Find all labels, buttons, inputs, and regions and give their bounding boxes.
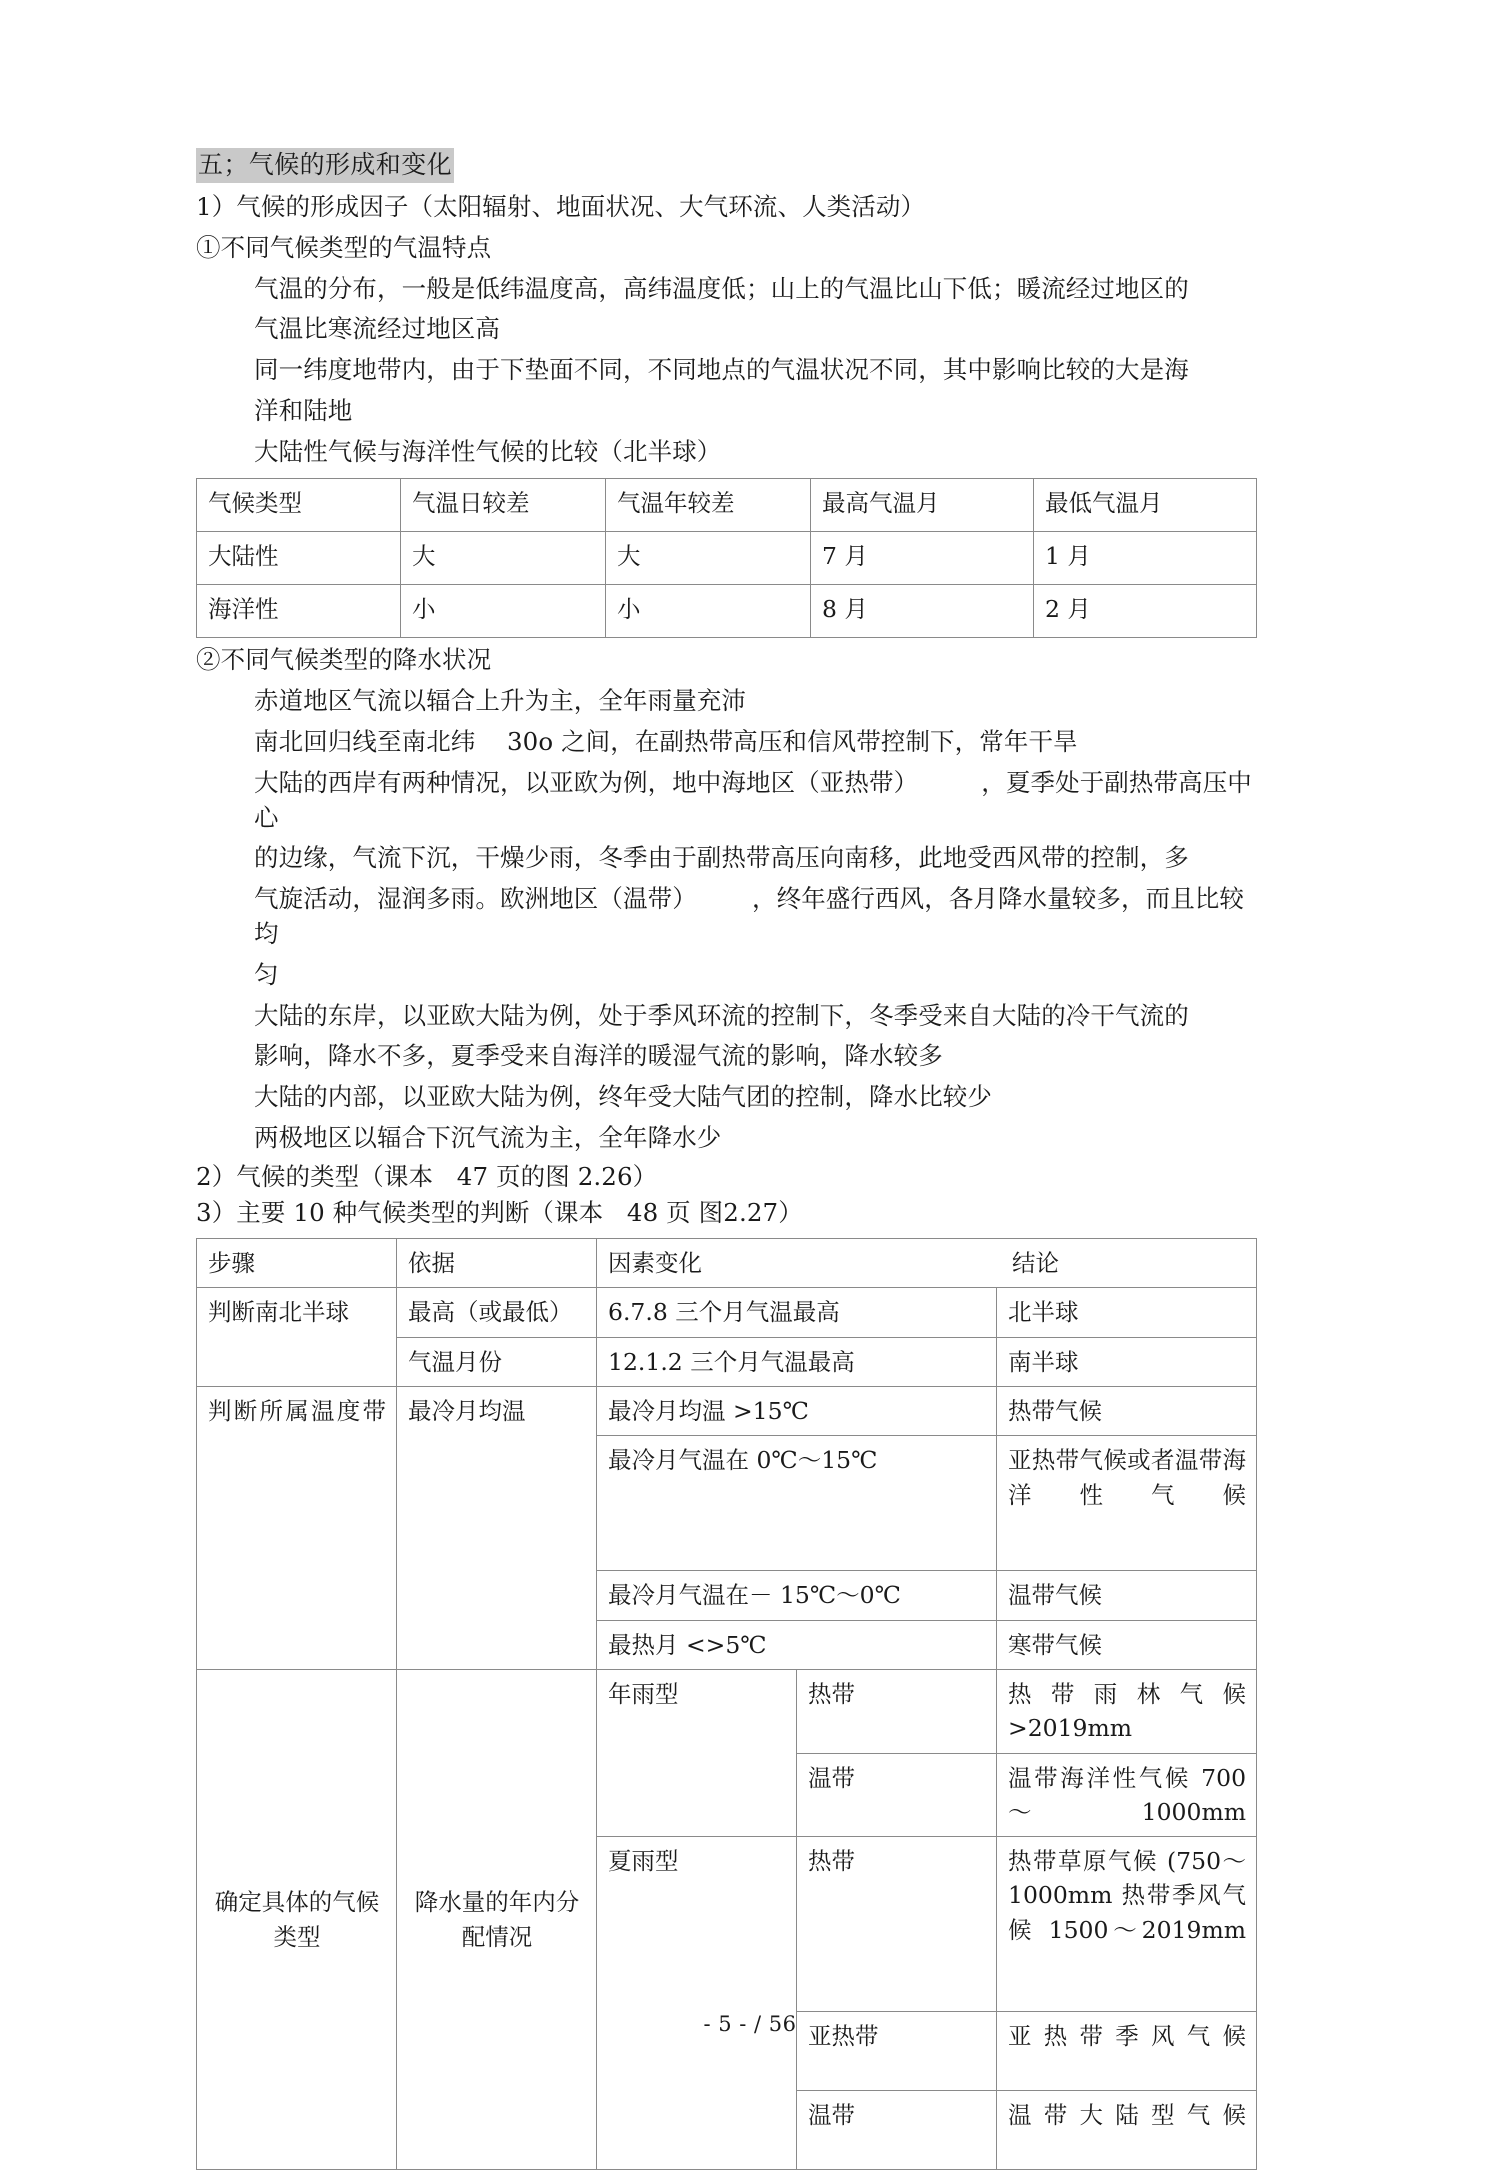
paragraph-line: 洋和陆地 xyxy=(254,395,353,425)
table-cell: 2 月 xyxy=(1034,585,1257,638)
climate-name: 温带海洋性气候 700～1000mm xyxy=(997,1753,1257,1837)
document-content xyxy=(196,148,1256,2172)
climate-zone: 温带 xyxy=(797,2091,997,2170)
judge-basis-zone: 最冷月均温 xyxy=(397,1387,597,1670)
judge-step-zone: 判断所属温度带 xyxy=(197,1387,397,1670)
judge-basis-a: 最高（或最低） xyxy=(397,1288,597,1337)
paragraph-line: 大陆的内部，以亚欧大陆为例，终年受大陆气团的控制，降水比较少 xyxy=(254,1082,992,1112)
paragraph-line: 赤道地区气流以辐合上升为主，全年雨量充沛 xyxy=(254,686,746,716)
judge-conclusion-b: 南半球 xyxy=(997,1337,1257,1386)
table-cell: 小 xyxy=(606,585,811,638)
table-header-cell: 气候类型 xyxy=(197,479,401,532)
section-heading-wrapper xyxy=(196,148,1256,187)
judge-step-specific: 确定具体的气候类型 xyxy=(197,1669,397,2169)
table-cell: 大陆性 xyxy=(197,532,401,585)
climate-name: 亚热带季风气候 xyxy=(997,2012,1257,2091)
table-row xyxy=(197,479,1257,532)
climate-zone: 温带 xyxy=(797,1753,997,1837)
table-header-cell: 依据 xyxy=(397,1239,597,1288)
rain-type: 夏雨型 xyxy=(597,1837,797,2170)
section-1-label: 1）气候的形成因子（太阳辐射、地面状况、大气环流、人类活动） xyxy=(196,192,926,221)
judge-factor: 最热月 <>5℃ xyxy=(597,1620,997,1669)
table-header-cell: 气温年较差 xyxy=(606,479,811,532)
judge-conclusion-a: 北半球 xyxy=(997,1288,1257,1337)
table-header-cell-group xyxy=(597,1239,1257,1288)
table-header-cell: 气温日较差 xyxy=(401,479,606,532)
table-row xyxy=(197,585,1257,638)
climate-zone: 热带 xyxy=(797,1669,997,1753)
judge-factor: 最冷月均温 >15℃ xyxy=(597,1387,997,1436)
judge-conclusion: 寒带气候 xyxy=(997,1620,1257,1669)
judge-factor-b: 12.1.2 三个月气温最高 xyxy=(597,1337,997,1386)
climate-zone: 热带 xyxy=(797,1837,997,2012)
table-cell: 海洋性 xyxy=(197,585,401,638)
table-row xyxy=(197,1669,1257,1753)
judge-conclusion: 温带气候 xyxy=(997,1571,1257,1620)
paragraph-line: 气温比寒流经过地区高 xyxy=(254,314,500,344)
climate-name: 热带雨林气候 >2019mm xyxy=(997,1669,1257,1753)
paragraph-line: 南北回归线至南北纬 30o 之间，在副热带高压和信风带控制下，常年干旱 xyxy=(254,727,1078,757)
paragraph-line: 两极地区以辐合下沉气流为主，全年降水少 xyxy=(254,1122,722,1152)
paragraph-line: 影响，降水不多，夏季受来自海洋的暖湿气流的影响，降水较多 xyxy=(254,1041,943,1071)
paragraph-line: 大陆的西岸有两种情况，以亚欧为例，地中海地区（亚热带） ，夏季处于副热带高压中心 xyxy=(254,767,1252,832)
climate-name: 温带大陆型气候 xyxy=(997,2091,1257,2170)
table-climate-compare xyxy=(196,478,1257,638)
judge-factor: 最冷月气温在－ 15℃～0℃ xyxy=(597,1571,997,1620)
judge-factor-a: 6.7.8 三个月气温最高 xyxy=(597,1288,997,1337)
table-row xyxy=(197,1288,1257,1337)
page-footer: - 5 - / 56 xyxy=(703,2012,797,2036)
table-cell: 7 月 xyxy=(811,532,1034,585)
paragraph-line: 大陆的东岸，以亚欧大陆为例，处于季风环流的控制下，冬季受来自大陆的冷干气流的 xyxy=(254,1000,1189,1030)
climate-name: 热带草原气候 (750～1000mm 热带季风气候 1500～2019mm xyxy=(997,1837,1257,2012)
table-header-cell: 最高气温月 xyxy=(811,479,1034,532)
table-cell: 1 月 xyxy=(1034,532,1257,585)
table-header-cell: 步骤 xyxy=(197,1239,397,1288)
table-cell: 小 xyxy=(401,585,606,638)
section-1a-label: ①不同气候类型的气温特点 xyxy=(196,232,492,262)
paragraph-line: 大陆性气候与海洋性气候的比较（北半球） xyxy=(254,436,722,466)
judge-conclusion: 亚热带气候或者温带海洋性气候 xyxy=(997,1436,1257,1571)
table-row xyxy=(197,1387,1257,1436)
judge-factor: 最冷月气温在 0℃～15℃ xyxy=(597,1436,997,1571)
header-factor: 因素变化 xyxy=(608,1249,702,1278)
table-cell: 大 xyxy=(606,532,811,585)
judge-step-hemisphere: 判断南北半球 xyxy=(197,1288,397,1387)
paragraph-line: 匀 xyxy=(254,959,279,989)
section-2-label: 2）气候的类型（课本 47 页的图 2.26） xyxy=(196,1161,658,1191)
climate-zone: 亚热带 xyxy=(797,2012,997,2091)
header-conclusion: 结论 xyxy=(1012,1249,1059,1278)
table-header-cell: 最低气温月 xyxy=(1034,479,1257,532)
judge-basis-b: 气温月份 xyxy=(397,1337,597,1386)
table-cell: 8 月 xyxy=(811,585,1034,638)
paragraph-line: 气旋活动，湿润多雨。欧洲地区（温带） ，终年盛行西风，各月降水量较多，而且比较均 xyxy=(254,884,1245,948)
section-3-label: 3）主要 10 种气候类型的判断（课本 48 页 图2.27） xyxy=(196,1198,803,1228)
judge-basis-precip: 降水量的年内分配情况 xyxy=(397,1669,597,2169)
paragraph-line: 气温的分布，一般是低纬温度高，高纬温度低；山上的气温比山下低；暖流经过地区的 xyxy=(254,273,1189,303)
table-row xyxy=(197,1239,1257,1288)
paragraph-line: 同一纬度地带内，由于下垫面不同，不同地点的气温状况不同，其中影响比较的大是海 xyxy=(254,355,1189,385)
rain-type: 年雨型 xyxy=(597,1669,797,1836)
judge-conclusion: 热带气候 xyxy=(997,1387,1257,1436)
page-title: 五；气候的形成和变化 xyxy=(196,148,454,183)
section-1b-label: ②不同气候类型的降水状况 xyxy=(196,645,492,675)
table-cell: 大 xyxy=(401,532,606,585)
paragraph-line: 的边缘，气流下沉，干燥少雨，冬季由于副热带高压向南移，此地受西风带的控制，多 xyxy=(254,843,1189,873)
table-row xyxy=(197,532,1257,585)
